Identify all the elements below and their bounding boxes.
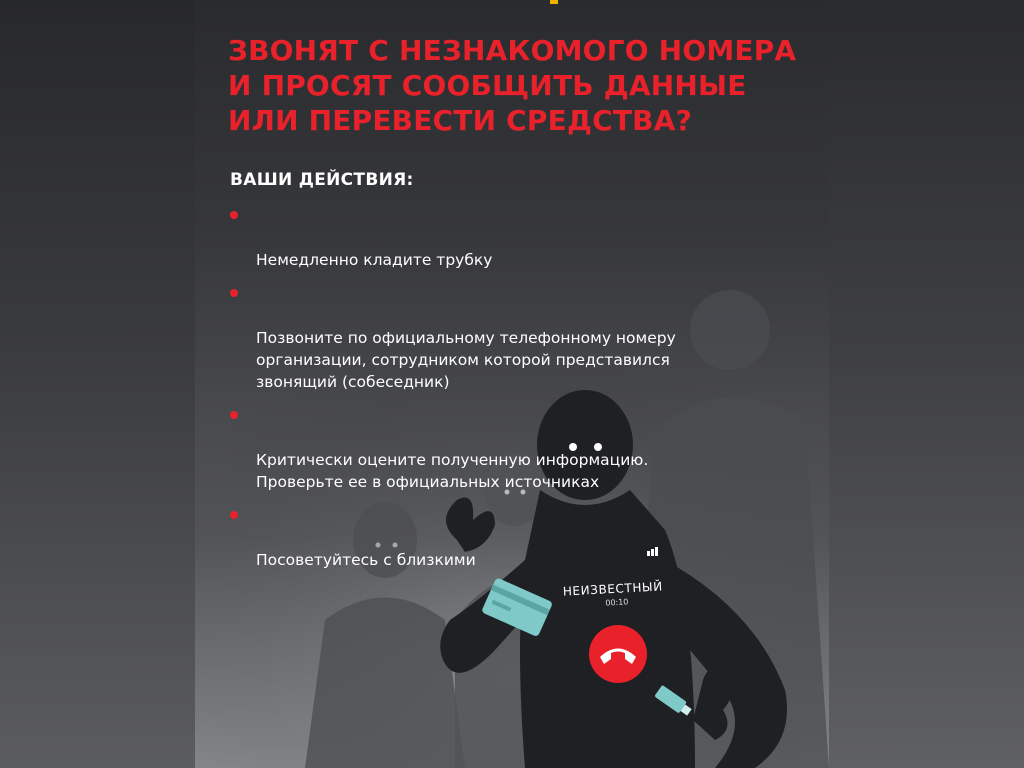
- title-line: ЗВОНЯТ С НЕЗНАКОМОГО НОМЕРА: [228, 34, 797, 67]
- call-timer: 00:10: [605, 597, 629, 608]
- action-text: Позвоните по официальному телефонному номеру организации, сотрудником которой представился звонящий (собеседник): [256, 329, 676, 391]
- blurred-background-right: [829, 0, 1024, 768]
- action-text: Посоветуйтесь с близкими: [256, 551, 476, 569]
- title-line: И ПРОСЯТ СООБЩИТЬ ДАННЫЕ: [228, 69, 747, 102]
- title-line: ИЛИ ПЕРЕВЕСТИ СРЕДСТВА?: [228, 104, 693, 137]
- red-bullet-icon: [230, 211, 238, 219]
- red-bullet-icon: [230, 289, 238, 297]
- poster-title: [228, 33, 808, 138]
- action-text: Немедленно кладите трубку: [256, 251, 493, 269]
- action-text: Критически оцените полученную информацию. Проверьте ее в официальных источниках: [256, 451, 649, 491]
- caller-name: НЕИЗВЕСТНЫЙ: [562, 579, 664, 599]
- fraud-warning-poster: [195, 0, 829, 768]
- action-item: [230, 405, 790, 493]
- action-item: [230, 205, 790, 271]
- actions-heading: ВАШИ ДЕЙСТВИЯ:: [230, 170, 414, 190]
- actions-list: [230, 205, 790, 583]
- action-item: [230, 283, 790, 393]
- phone-hangup-icon[interactable]: [589, 625, 647, 683]
- red-bullet-icon: [230, 511, 238, 519]
- blurred-background-left: [0, 0, 195, 768]
- red-bullet-icon: [230, 411, 238, 419]
- action-item: [230, 505, 790, 571]
